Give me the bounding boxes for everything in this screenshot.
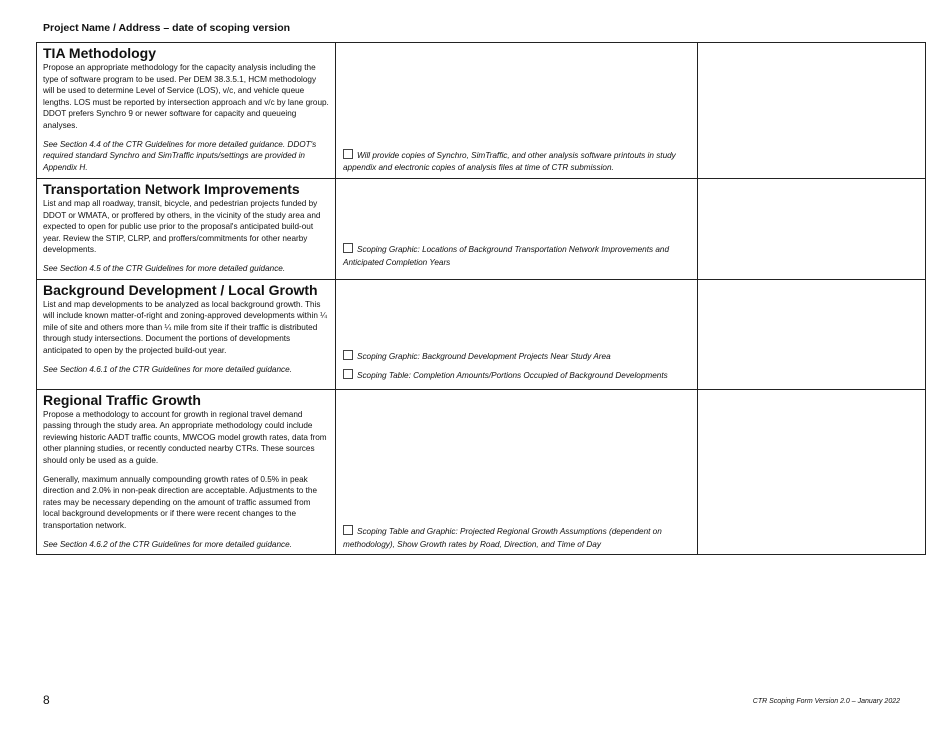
table-row (37, 389, 926, 555)
footer-version: CTR Scoping Form Version 2.0 – January 2022 (752, 698, 900, 705)
section-guidance: See Section 4.6.2 of the CTR Guidelines for more detailed guidance. (43, 539, 292, 549)
table-row (37, 279, 926, 389)
section-title: TIA Methodology (43, 45, 157, 61)
section-body: Propose an appropriate methodology for the capacity analysis including the type of software program to be used. Per DEM 38.3.5.1, HCM methodology will be used to determine Level of Service (LOS), v/c, and vehicle queue lengths. LOS must be reported by intersection approach and v/c by lane group. DDOT prefers Synchro 9 or newer software for capacity and queueing analyses. (43, 63, 329, 130)
checkbox[interactable] (343, 149, 353, 159)
checklist-item-label: Scoping Table: Completion Amounts/Portions Occupied of Background Developments (357, 370, 668, 380)
section-guidance: See Section 4.4 of the CTR Guidelines for more detailed guidance. DDOT's required standard Synchro and SimTraffic inputs/settings are provided in Appendix H. (43, 139, 317, 172)
checklist-item-label: Scoping Graphic: Locations of Background Transportation Network Improvements and Anticipated Completion Years (343, 245, 670, 267)
description-cell (37, 179, 336, 280)
checkbox[interactable] (343, 369, 353, 379)
checklist-item-label: Scoping Graphic: Background Development Projects Near Study Area (357, 352, 611, 362)
description-cell (37, 389, 336, 555)
checklist-item-label: Will provide copies of Synchro, SimTraffic, and other analysis software printouts in study appendix and electronic copies of analysis files at time of CTR submission. (343, 150, 676, 173)
checkbox[interactable] (343, 243, 353, 253)
description-cell (37, 43, 336, 179)
section-body-2: Generally, maximum annually compounding growth rates of 0.5% in peak direction and 2.0% in non-peak direction are acceptable. Adjustments to the rates may be necessary depending on the amount of traffic assumed from local background developments or if there were recent changes to the transportation network. (43, 474, 317, 530)
table-row (37, 179, 926, 280)
table-row (37, 43, 926, 179)
checkbox[interactable] (343, 525, 353, 535)
checklist-cell (336, 279, 698, 389)
notes-cell[interactable] (698, 43, 926, 179)
checklist-cell (336, 389, 698, 555)
section-title: Background Development / Local Growth (43, 281, 318, 298)
description-cell (37, 279, 336, 389)
checklist-item (343, 149, 691, 175)
notes-cell[interactable] (698, 279, 926, 389)
section-title: Transportation Network Improvements (43, 181, 300, 197)
checklist-cell (336, 43, 698, 179)
section-title: Regional Traffic Growth (43, 391, 201, 408)
checklist-item (343, 525, 691, 551)
checklist-cell (336, 179, 698, 280)
checkbox[interactable] (343, 350, 353, 360)
checklist-item (343, 350, 691, 364)
checklist-item-label: Scoping Table and Graphic: Projected Regional Growth Assumptions (dependent on methodology), Show Growth rates by Road, Direction, and Time of Day (343, 526, 662, 549)
page-number: 8 (43, 693, 50, 707)
section-guidance: See Section 4.5 of the CTR Guidelines for more detailed guidance. (43, 263, 286, 273)
notes-cell[interactable] (698, 389, 926, 555)
section-guidance: See Section 4.6.1 of the CTR Guidelines for more detailed guidance. (43, 364, 292, 374)
section-body: List and map all roadway, transit, bicycle, and pedestrian projects funded by DDOT or WMATA, or proffered by others, in the vicinity of the study area and expected to open for public use prior to the proposal's anticipated build-out year. Review the STIP, CLRP, and proffers/commitments for other nearby developments. (43, 199, 321, 255)
scoping-table (36, 42, 926, 555)
notes-cell[interactable] (698, 179, 926, 280)
section-body: List and map developments to be analyzed as local background growth. This will include known matter-of-right and zoning-approved developments within ¼ mile of site and others more than ¼ mile from site if their traffic is distributed through study intersections. Document the portions of developments anticipated to open by the projected build-out year. (43, 299, 327, 355)
checklist-item (343, 369, 691, 383)
checklist-item (343, 243, 691, 269)
page-header: Project Name / Address – date of scoping version (43, 22, 291, 34)
section-body: Propose a methodology to account for growth in regional travel demand passing through the study area. An appropriate methodology could include reviewing historic AADT traffic counts, MWCOG model growth rates, data from other planning studies, or recently conducted nearby CTRs. These sources should only be used as a guide. (43, 409, 327, 465)
